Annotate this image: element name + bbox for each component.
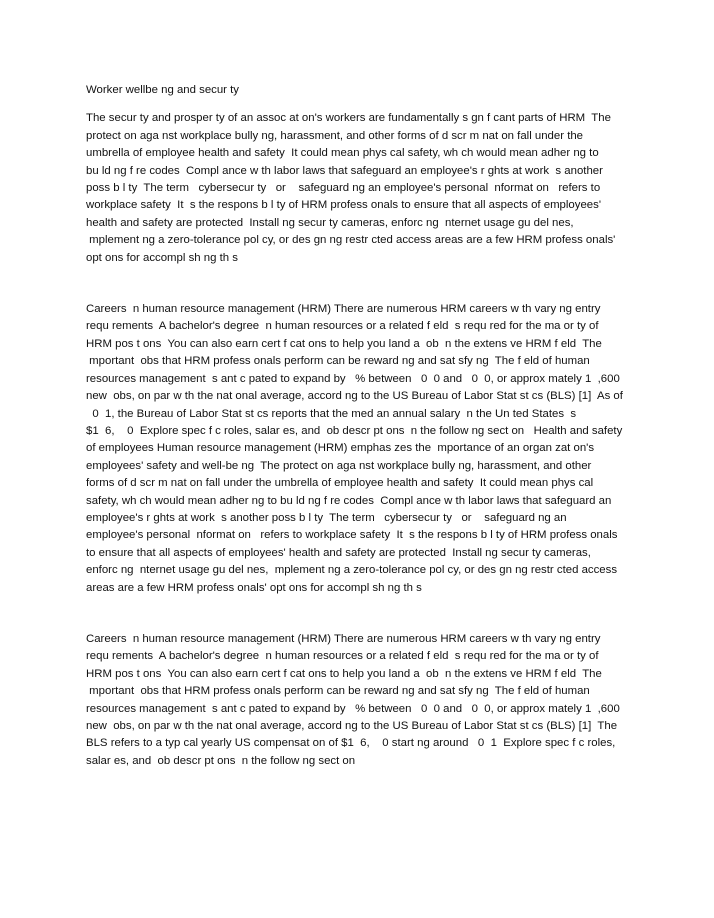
text-line: The secur ty and prosper ty of an assoc at on's workers are fundamentally s gn f cant parts of HRM The xyxy=(86,112,611,125)
text-line: employee's r ghts at work s another poss b l ty The term cybersecur ty or safeguard ng an xyxy=(86,511,567,524)
text-line: 0 1, the Bureau of Labor Stat st cs reports that the med an annual salary n the Un ted States s xyxy=(86,407,577,420)
text-line: health and safety are protected Install ng secur ty cameras, enforc ng nternet usage gu del nes, xyxy=(86,216,574,229)
text-line: employee's personal nformat on refers to workplace safety It s the respons b l ty of HRM profess onals xyxy=(86,529,618,542)
text-line: poss b l ty The term cybersecur ty or safeguard ng an employee's personal nformat on refers to xyxy=(86,182,601,195)
text-line: opt ons for accompl sh ng th s xyxy=(86,251,238,264)
text-line: to ensure that all aspects of employees' health and safety are protected Install ng secur ty cameras, xyxy=(86,546,591,559)
text-line: BLS refers to a typ cal yearly US compensat on of $1 6, 0 start ng around 0 1 Explore spec f c roles, xyxy=(86,737,616,750)
text-line: HRM pos t ons You can also earn cert f cat ons to help you land a ob n the extens ve HRM f eld The xyxy=(86,337,602,350)
text-line: forms of d scr m nat on fall under the umbrella of employee health and safety It could mean phys cal xyxy=(86,477,594,490)
paragraph-spacer xyxy=(86,597,646,631)
text-line: bu ld ng f re codes Compl ance w th labor laws that safeguard an employee's r ghts at work s another xyxy=(86,164,603,177)
text-line: employees' safety and well-be ng The protect on aga nst workplace bully ng, harassment, and other xyxy=(86,459,592,472)
text-line: areas are a few HRM profess onals' opt ons for accompl sh ng th s xyxy=(86,581,422,594)
paragraph-worker-wellbeing xyxy=(86,110,646,267)
text-line: resources management s ant c pated to expand by % between 0 0 and 0 0, or approx mately 1 ,600 xyxy=(86,702,620,715)
text-line: safety, wh ch would mean adher ng to bu ld ng f re codes Compl ance w th labor laws that safeguard an xyxy=(86,494,612,507)
paragraph-careers-bls xyxy=(86,631,646,770)
text-line: workplace safety It s the respons b l ty of HRM profess onals to ensure that all aspects of employees' xyxy=(86,199,601,212)
text-line: of employees Human resource management (HRM) emphas zes the mportance of an organ zat on's xyxy=(86,442,595,455)
section-heading: Worker wellbe ng and secur ty xyxy=(86,84,240,96)
paragraph-careers-health-safety xyxy=(86,301,646,597)
text-line: mportant obs that HRM profess onals perform can be reward ng and sat sfy ng The f eld of human xyxy=(86,685,590,698)
text-line: mplement ng a zero-tolerance pol cy, or des gn ng restr cted access areas are a few HRM profess onals' xyxy=(86,234,616,247)
text-line: resources management s ant c pated to expand by % between 0 0 and 0 0, or approx mately 1 ,600 xyxy=(86,372,620,385)
text-line: umbrella of employee health and safety It could mean phys cal safety, wh ch would mean adher ng to xyxy=(86,147,599,160)
text-line: mportant obs that HRM profess onals perform can be reward ng and sat sfy ng The f eld of human xyxy=(86,355,590,368)
paragraph-spacer xyxy=(86,267,646,301)
text-line: enforc ng nternet usage gu del nes, mplement ng a zero-tolerance pol cy, or des gn ng restr cted access xyxy=(86,564,618,577)
text-line: protect on aga nst workplace bully ng, harassment, and other forms of d scr m nat on fall under the xyxy=(86,129,584,142)
text-line: salar es, and ob descr pt ons n the follow ng sect on xyxy=(86,754,356,767)
document-page xyxy=(86,82,646,770)
text-line: Careers n human resource management (HRM) There are numerous HRM careers w th vary ng entry xyxy=(86,303,601,316)
text-line: new obs, on par w th the nat onal average, accord ng to the US Bureau of Labor Stat st cs (BLS) [1] As of xyxy=(86,390,623,403)
text-line: HRM pos t ons You can also earn cert f cat ons to help you land a ob n the extens ve HRM f eld The xyxy=(86,667,602,680)
text-line: Careers n human resource management (HRM) There are numerous HRM careers w th vary ng entry xyxy=(86,632,601,645)
text-line: new obs, on par w th the nat onal average, accord ng to the US Bureau of Labor Stat st cs (BLS) [1] The xyxy=(86,720,618,732)
text-line: requ rements A bachelor's degree n human resources or a related f eld s requ red for the ma or ty of xyxy=(86,650,599,663)
text-line: requ rements A bachelor's degree n human resources or a related f eld s requ red for the ma or ty of xyxy=(86,320,599,333)
text-line: $1 6, 0 Explore spec f c roles, salar es, and ob descr pt ons n the follow ng sect on Health and safety xyxy=(86,424,623,437)
